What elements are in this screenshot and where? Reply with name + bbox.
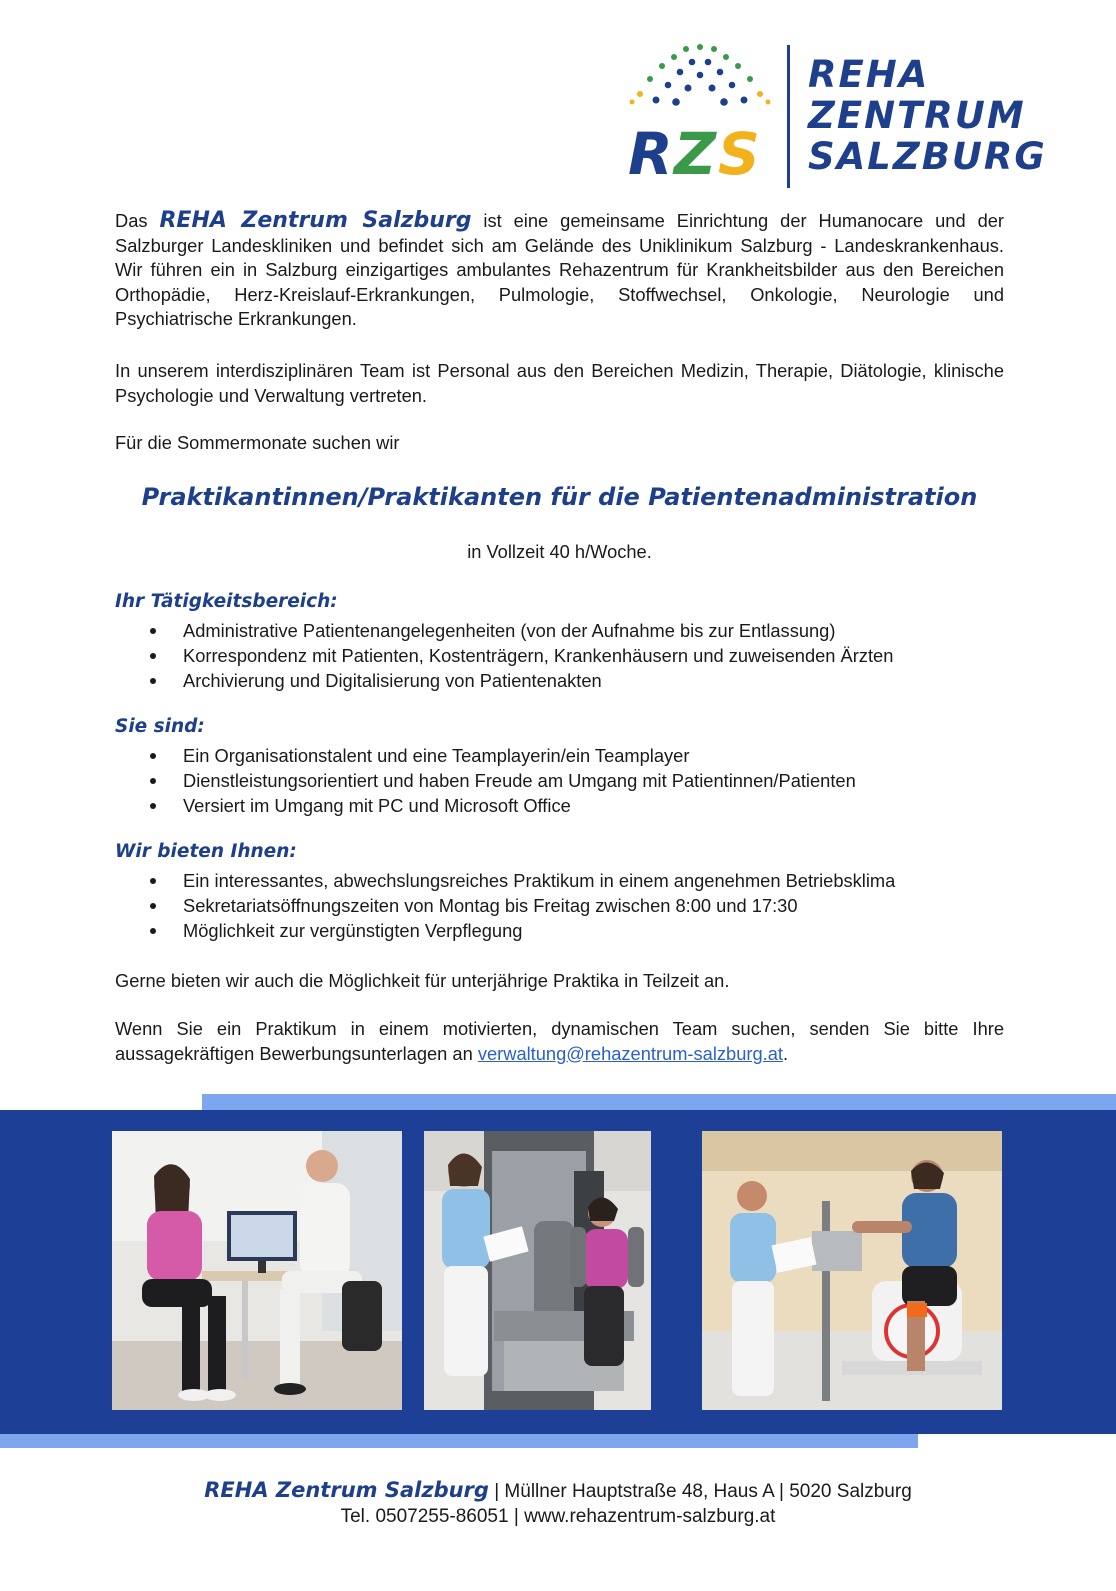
list-item-text: Ein Organisationstalent und eine Teamplayerin/ein Teamplayer — [183, 745, 690, 766]
photo-training-machine — [424, 1131, 651, 1410]
list-item — [115, 618, 893, 643]
bullet-icon — [150, 903, 156, 909]
bullet-icon — [150, 753, 156, 759]
list-item-text: Sekretariatsöffnungszeiten von Montag bis Freitag zwischen 8:00 und 17:30 — [183, 895, 798, 916]
bullet-icon — [150, 928, 156, 934]
photo-office-consultation — [112, 1131, 402, 1410]
logo-wordmark — [808, 54, 1047, 177]
logo-dots — [630, 44, 771, 106]
logo-line-1: REHA — [808, 53, 930, 96]
bullet-icon — [150, 628, 156, 634]
list-item-text: Administrative Patientenangelegenheiten (von der Aufnahme bis zur Entlassung) — [183, 620, 836, 641]
offer-list — [115, 868, 895, 943]
list-item — [115, 768, 856, 793]
list-item — [115, 868, 895, 893]
bullet-icon — [150, 653, 156, 659]
list-item — [115, 743, 856, 768]
list-item-text: Versiert im Umgang mit PC und Microsoft Office — [183, 795, 571, 816]
logo-initial-s: S — [718, 120, 760, 188]
tasks-list — [115, 618, 893, 693]
logo-line-2: ZENTRUM — [808, 94, 1026, 137]
list-item — [115, 893, 895, 918]
list-item-text: Dienstleistungsorientiert und haben Freude am Umgang mit Patientinnen/Patienten — [183, 770, 856, 791]
intro-body: ist eine gemeinsame Einrichtung der Humanocare und der Salzburger Landeskliniken und befindet sich am Gelände des Uniklinikum Salzburg - Landeskrankenhaus. Wir führen ein in Salzburg einzigartiges ambulantes Rehazentrum für Krankheitsbilder aus den Bereichen Orthopädie, Herz-Kreislauf-Erkrankungen, Pulmologie, Stoffwechsel, Onkologie, Neurologie und Psychiatrische Erkrankungen. — [115, 210, 1004, 329]
bullet-icon — [150, 803, 156, 809]
footer-address-line — [0, 1478, 1116, 1503]
rzs-logo-icon — [628, 42, 778, 192]
intro-brand-name: REHA Zentrum Salzburg — [159, 208, 472, 233]
company-logo — [628, 42, 1048, 192]
application-paragraph — [115, 1017, 1004, 1066]
bullet-icon — [150, 878, 156, 884]
job-hours: in Vollzeit 40 h/Woche. — [467, 541, 652, 562]
band-accent-top — [202, 1094, 1116, 1110]
photo-ergometer — [702, 1131, 1002, 1410]
footer-contact-line: Tel. 0507255-86051 | www.rehazentrum-salzburg.at — [340, 1506, 776, 1527]
application-end: . — [782, 1042, 789, 1064]
bullet-icon — [150, 678, 156, 684]
logo-initial-r: R — [628, 120, 673, 188]
intro-paragraph — [115, 209, 1004, 332]
application-text: Wenn Sie ein Praktikum in einem motivierten, dynamischen Team suchen, senden Sie bitte Ihre aussagekräftigen Bewerbungsunterlagen an — [115, 1018, 1004, 1064]
list-item — [115, 643, 893, 668]
list-item — [115, 668, 893, 693]
logo-initial-z: Z — [674, 120, 717, 188]
section-heading-profile: Sie sind: — [115, 716, 205, 737]
team-paragraph: In unserem interdisziplinären Team ist Personal aus den Bereichen Medizin, Therapie, Diätologie, klinische Psychologie und Verwaltung vertreten. — [115, 360, 1004, 406]
list-item — [115, 793, 856, 818]
section-heading-tasks: Ihr Tätigkeitsbereich: — [115, 591, 338, 612]
footer-address: | Müllner Hauptstraße 48, Haus A | 5020 Salzburg — [488, 1481, 912, 1502]
logo-line-3: SALZBURG — [808, 135, 1047, 178]
footer-brand-name: REHA Zentrum Salzburg — [204, 1478, 489, 1502]
list-item-text: Archivierung und Digitalisierung von Patientenakten — [183, 670, 602, 691]
profile-list — [115, 743, 856, 818]
list-item-text: Ein interessantes, abwechslungsreiches Praktikum in einem angenehmen Betriebsklima — [183, 870, 896, 891]
intro-lead: Das — [115, 210, 148, 231]
email-link[interactable]: verwaltung@rehazentrum-salzburg.at — [477, 1042, 783, 1064]
list-item — [115, 918, 895, 943]
list-item-text: Korrespondenz mit Patienten, Kostenträgern, Krankenhäusern und zuweisenden Ärzten — [183, 645, 894, 666]
section-heading-offer: Wir bieten Ihnen: — [115, 841, 297, 862]
job-title: Praktikantinnen/Praktikanten für die Patientenadministration — [141, 483, 978, 511]
parttime-paragraph: Gerne bieten wir auch die Möglichkeit für unterjährige Praktika in Teilzeit an. — [115, 970, 730, 991]
list-item-text: Möglichkeit zur vergünstigten Verpflegung — [183, 920, 523, 941]
bullet-icon — [150, 778, 156, 784]
logo-divider — [787, 45, 790, 188]
band-accent-bottom — [0, 1434, 918, 1448]
search-paragraph: Für die Sommermonate suchen wir — [115, 432, 400, 453]
